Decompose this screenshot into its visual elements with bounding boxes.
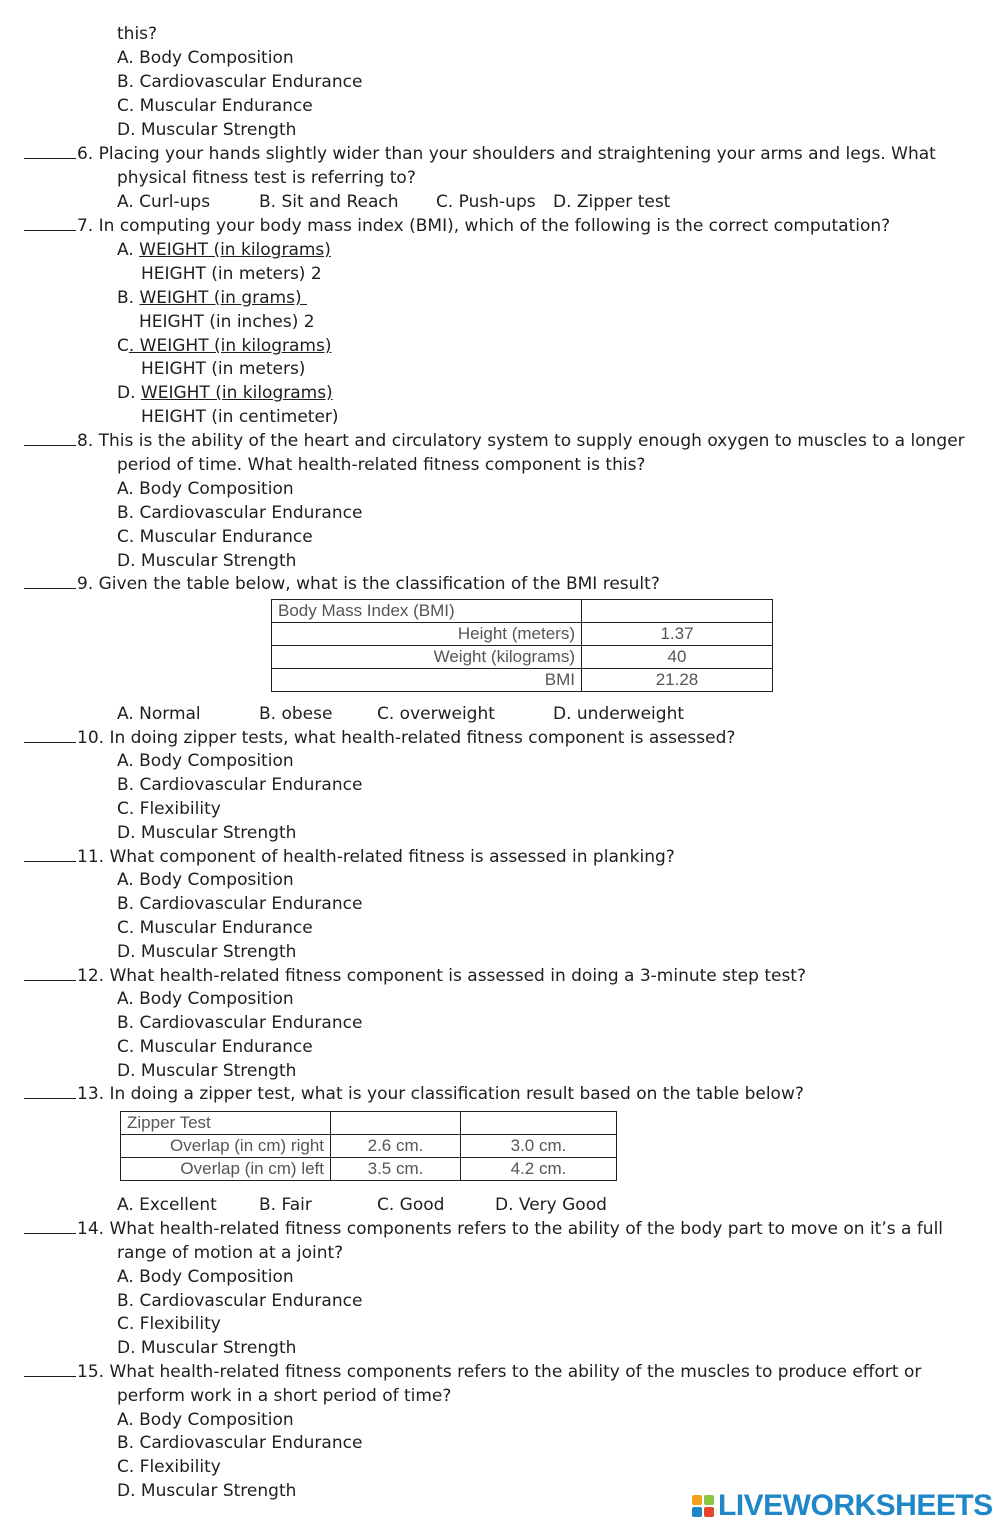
logo-square <box>704 1495 714 1505</box>
q7-option-b-denominator: HEIGHT (in inches) 2 <box>139 312 315 332</box>
table-row <box>272 600 773 623</box>
question-15 <box>24 1360 921 1384</box>
question-6-text: 6. Placing your hands slightly wider than your shoulders and straightening your arms and legs. What <box>77 144 936 164</box>
q8-option-b: B. Cardiovascular Endurance <box>117 503 363 523</box>
fraction-numerator: . WEIGHT (in kilograms) <box>128 336 332 356</box>
table-cell: 4.2 cm. <box>461 1158 617 1181</box>
answer-blank[interactable] <box>24 573 76 589</box>
table-cell: Body Mass Index (BMI) <box>272 600 582 623</box>
q12-option-c: C. Muscular Endurance <box>117 1037 313 1057</box>
q13-option-c: C. Good <box>377 1195 445 1215</box>
table-cell: 40 <box>582 646 773 669</box>
answer-blank[interactable] <box>24 727 76 743</box>
option-prefix: C <box>117 336 129 356</box>
q15-option-d: D. Muscular Strength <box>117 1481 297 1501</box>
table-cell: Overlap (in cm) right <box>121 1135 331 1158</box>
answer-blank[interactable] <box>24 1361 76 1377</box>
question-14 <box>24 1217 943 1241</box>
q12-option-a: A. Body Composition <box>117 989 294 1009</box>
table-cell: 3.0 cm. <box>461 1135 617 1158</box>
question-13 <box>24 1082 804 1106</box>
question-9 <box>24 572 660 596</box>
question-8-cont: period of time. What health-related fitness component is this? <box>117 455 646 475</box>
answer-blank[interactable] <box>24 1083 76 1099</box>
fraction-numerator: WEIGHT (in kilograms) <box>140 383 333 403</box>
q5-option-a: A. Body Composition <box>117 48 294 68</box>
liveworksheets-logo <box>692 1489 993 1523</box>
q5-tail: this? <box>117 24 158 44</box>
q13-option-d: D. Very Good <box>495 1195 607 1215</box>
question-7 <box>24 214 890 238</box>
q5-option-b: B. Cardiovascular Endurance <box>117 72 363 92</box>
fraction-numerator: WEIGHT (in grams) <box>139 288 307 308</box>
question-11-text: 11. What component of health-related fitness is assessed in planking? <box>77 847 675 867</box>
question-10 <box>24 726 735 750</box>
table-row <box>121 1112 617 1135</box>
q7-option-a <box>117 238 331 262</box>
q13-option-b: B. Fair <box>259 1195 312 1215</box>
question-7-text: 7. In computing your body mass index (BMI), which of the following is the correct computation? <box>77 216 891 236</box>
q8-option-d: D. Muscular Strength <box>117 551 297 571</box>
table-row <box>121 1135 617 1158</box>
table-cell: Height (meters) <box>272 623 582 646</box>
q14-option-d: D. Muscular Strength <box>117 1338 297 1358</box>
q6-option-d: D. Zipper test <box>553 192 671 212</box>
option-prefix: D. <box>117 383 141 403</box>
question-10-text: 10. In doing zipper tests, what health-related fitness component is assessed? <box>77 728 736 748</box>
q8-option-a: A. Body Composition <box>117 479 294 499</box>
q5-option-d: D. Muscular Strength <box>117 120 297 140</box>
table-cell <box>461 1112 617 1135</box>
q7-option-d <box>117 381 333 405</box>
logo-text: LIVEWORKSHEETS <box>718 1489 993 1522</box>
table-cell: 1.37 <box>582 623 773 646</box>
q11-option-d: D. Muscular Strength <box>117 942 297 962</box>
table-cell: 3.5 cm. <box>331 1158 461 1181</box>
option-prefix: B. <box>117 288 140 308</box>
q11-option-c: C. Muscular Endurance <box>117 918 313 938</box>
question-12-text: 12. What health-related fitness component is assessed in doing a 3-minute step test? <box>77 966 806 986</box>
q10-option-a: A. Body Composition <box>117 751 294 771</box>
q14-option-c: C. Flexibility <box>117 1314 221 1334</box>
q7-option-d-denominator: HEIGHT (in centimeter) <box>141 407 339 427</box>
logo-square <box>704 1507 714 1517</box>
bmi-table <box>271 599 773 692</box>
table-row <box>272 646 773 669</box>
answer-blank[interactable] <box>24 1218 76 1234</box>
fraction-numerator: WEIGHT (in kilograms) <box>139 240 331 260</box>
q7-option-a-denominator: HEIGHT (in meters) 2 <box>141 264 322 284</box>
q5-option-c: C. Muscular Endurance <box>117 96 313 116</box>
q6-option-a: A. Curl-ups <box>117 192 211 212</box>
q7-option-c <box>117 334 331 358</box>
table-cell <box>582 600 773 623</box>
q6-option-c: C. Push-ups <box>436 192 536 212</box>
table-cell: 21.28 <box>582 669 773 692</box>
q11-option-b: B. Cardiovascular Endurance <box>117 894 363 914</box>
answer-blank[interactable] <box>24 965 76 981</box>
table-cell: Overlap (in cm) left <box>121 1158 331 1181</box>
table-cell: 2.6 cm. <box>331 1135 461 1158</box>
q13-option-a: A. Excellent <box>117 1195 217 1215</box>
question-6-cont: physical fitness test is referring to? <box>117 168 416 188</box>
table-row <box>272 623 773 646</box>
q9-option-d: D. underweight <box>553 704 685 724</box>
table-cell <box>331 1112 461 1135</box>
q12-option-d: D. Muscular Strength <box>117 1061 297 1081</box>
q9-option-a: A. Normal <box>117 704 201 724</box>
question-11 <box>24 845 675 869</box>
q12-option-b: B. Cardiovascular Endurance <box>117 1013 363 1033</box>
table-row <box>121 1158 617 1181</box>
q9-option-c: C. overweight <box>377 704 495 724</box>
q14-option-b: B. Cardiovascular Endurance <box>117 1291 363 1311</box>
q7-option-b <box>117 286 307 310</box>
q10-option-c: C. Flexibility <box>117 799 221 819</box>
question-15-text: 15. What health-related fitness components refers to the ability of the muscles to produce effort or <box>77 1362 922 1382</box>
q9-option-b: B. obese <box>259 704 333 724</box>
logo-square <box>692 1507 702 1517</box>
q15-option-c: C. Flexibility <box>117 1457 221 1477</box>
q11-option-a: A. Body Composition <box>117 870 294 890</box>
table-row <box>272 669 773 692</box>
table-cell: Weight (kilograms) <box>272 646 582 669</box>
q15-option-a: A. Body Composition <box>117 1410 294 1430</box>
question-8-text: 8. This is the ability of the heart and circulatory system to supply enough oxygen to muscles to a longer <box>77 431 965 451</box>
option-prefix: A. <box>117 240 140 260</box>
q14-option-a: A. Body Composition <box>117 1267 294 1287</box>
question-14-cont: range of motion at a joint? <box>117 1243 344 1263</box>
q15-option-b: B. Cardiovascular Endurance <box>117 1433 363 1453</box>
q10-option-d: D. Muscular Strength <box>117 823 297 843</box>
question-6 <box>24 142 936 166</box>
q8-option-c: C. Muscular Endurance <box>117 527 313 547</box>
q7-option-c-denominator: HEIGHT (in meters) <box>141 359 306 379</box>
question-8 <box>24 429 965 453</box>
question-9-text: 9. Given the table below, what is the classification of the BMI result? <box>77 574 660 594</box>
answer-blank[interactable] <box>24 430 76 446</box>
logo-grid-icon <box>692 1495 714 1517</box>
table-cell: BMI <box>272 669 582 692</box>
answer-blank[interactable] <box>24 143 76 159</box>
answer-blank[interactable] <box>24 846 76 862</box>
question-15-cont: perform work in a short period of time? <box>117 1386 452 1406</box>
question-13-text: 13. In doing a zipper test, what is your classification result based on the table below? <box>77 1084 804 1104</box>
zipper-test-table <box>120 1111 617 1181</box>
q10-option-b: B. Cardiovascular Endurance <box>117 775 363 795</box>
question-14-text: 14. What health-related fitness components refers to the ability of the body part to move on it’s a full <box>77 1219 944 1239</box>
q6-option-b: B. Sit and Reach <box>259 192 399 212</box>
logo-square <box>692 1495 702 1505</box>
table-cell: Zipper Test <box>121 1112 331 1135</box>
answer-blank[interactable] <box>24 215 76 231</box>
question-12 <box>24 964 806 988</box>
